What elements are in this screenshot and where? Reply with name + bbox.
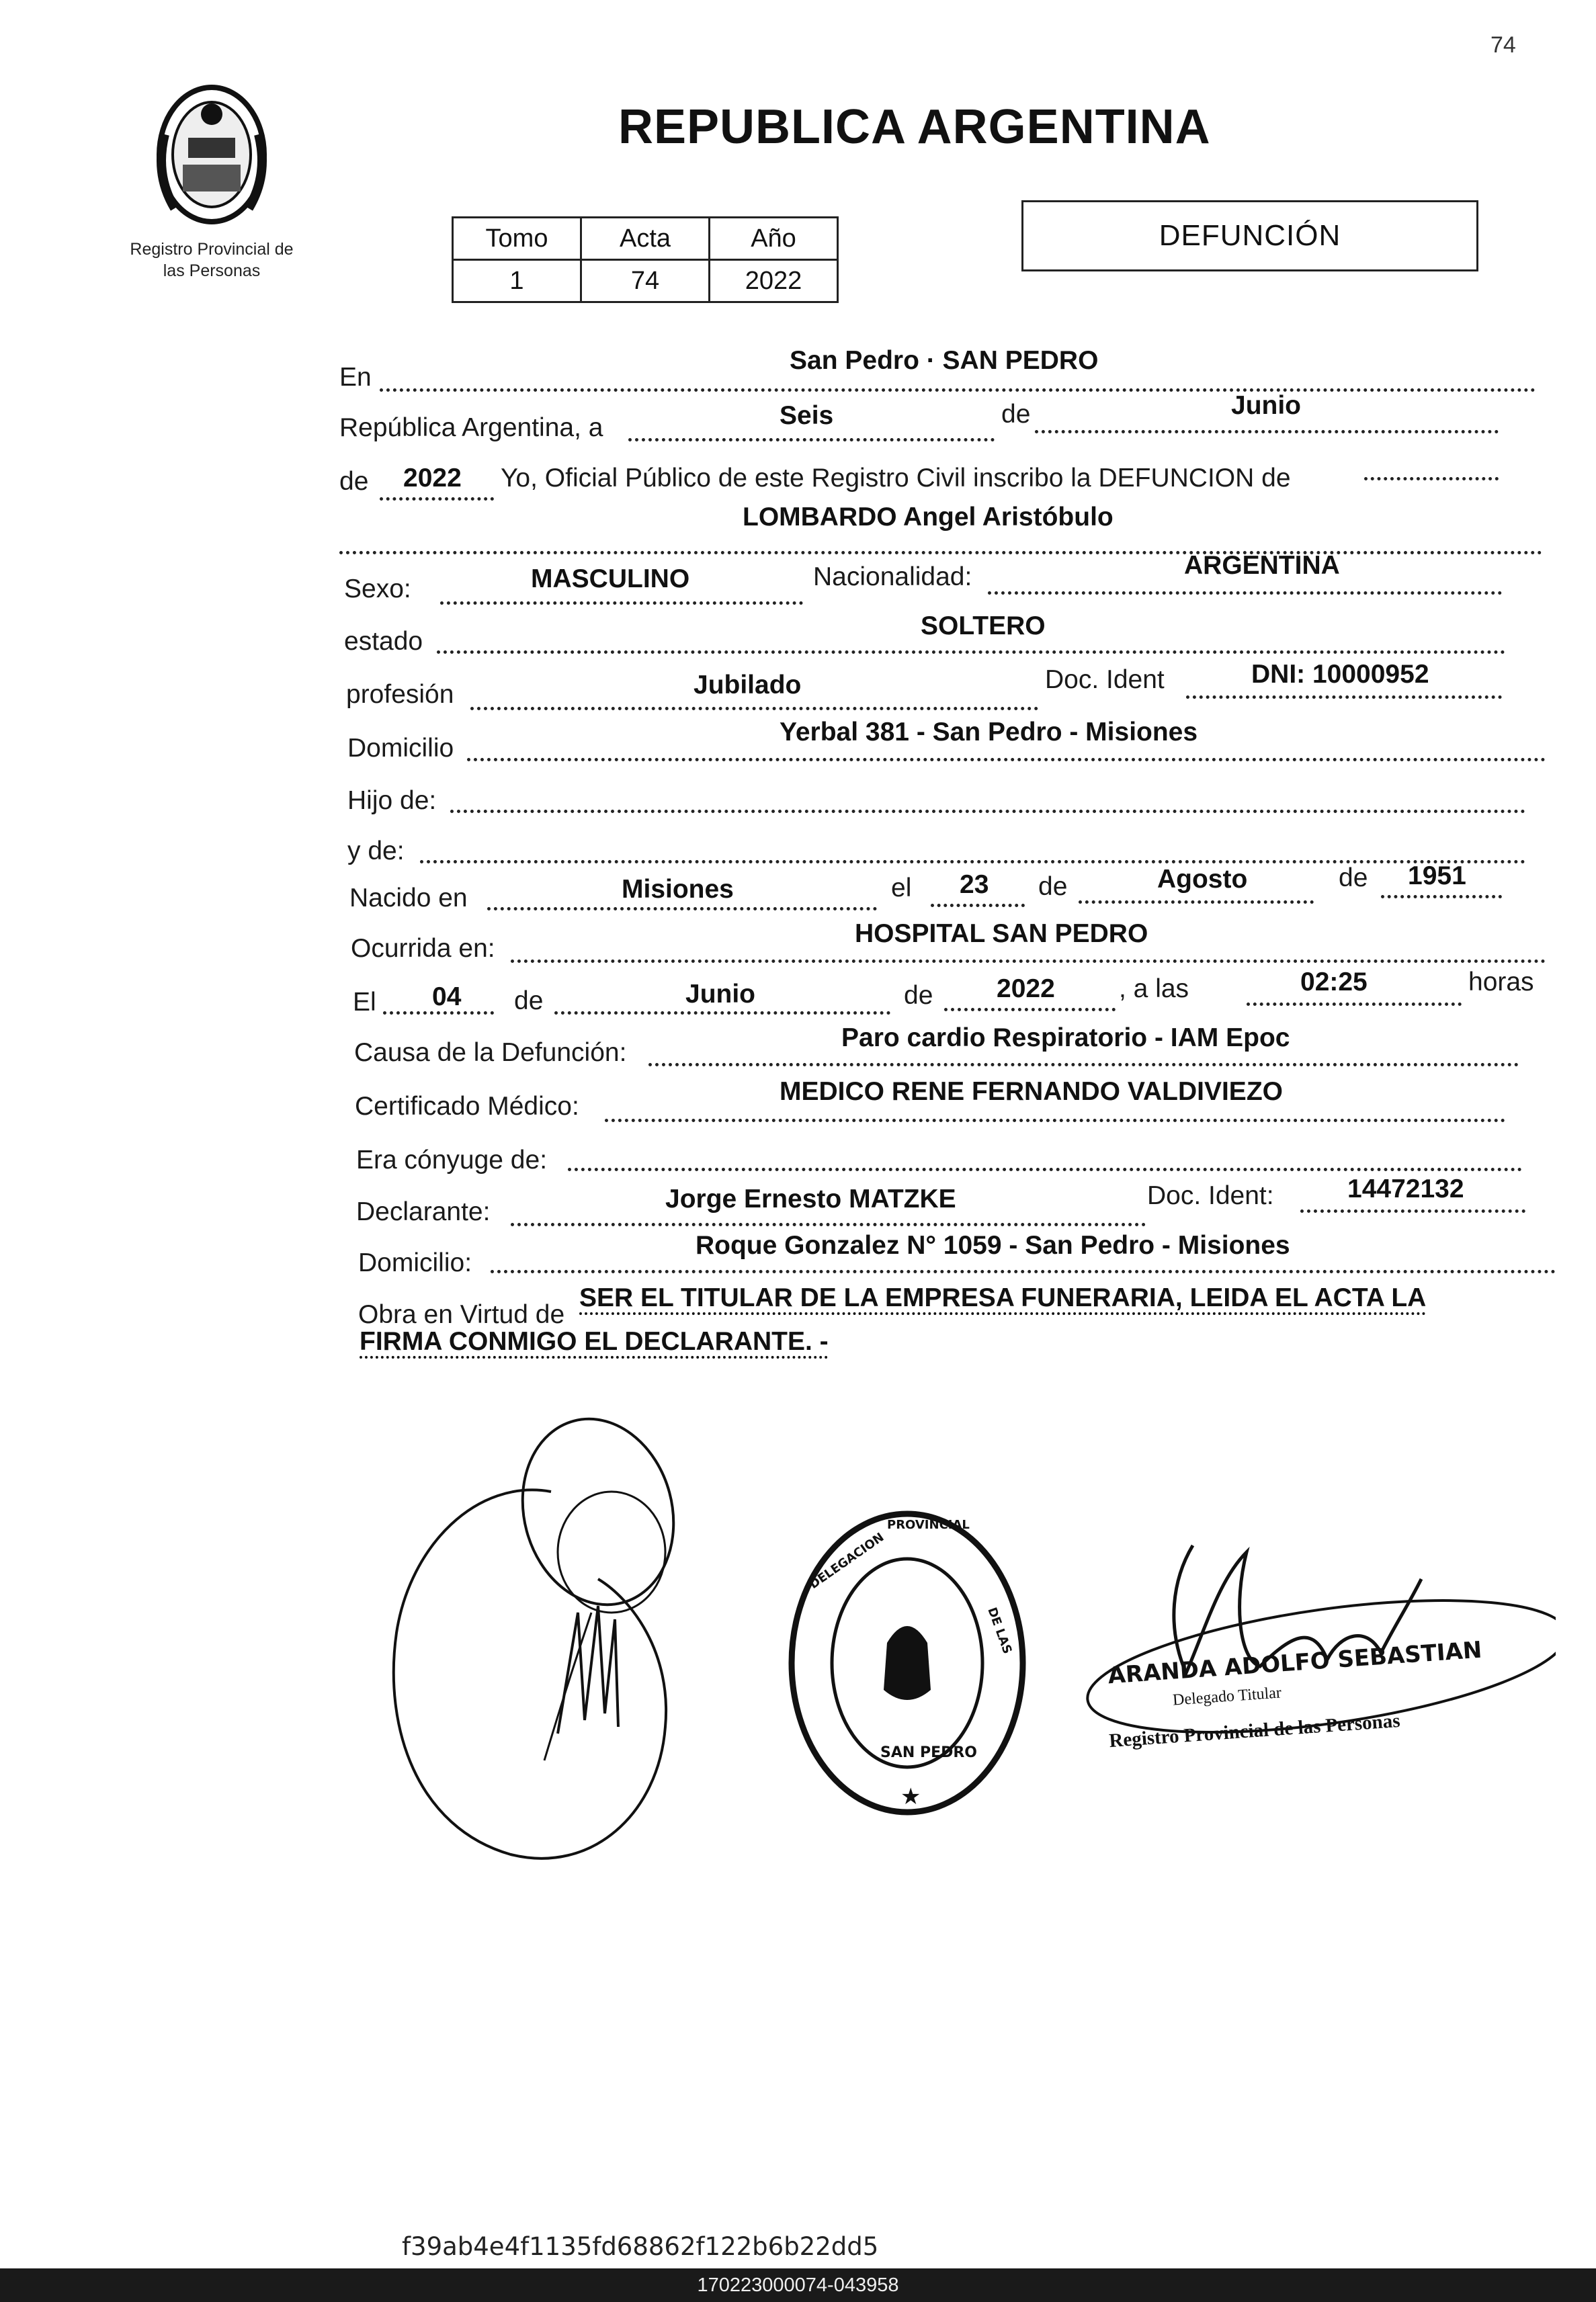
estado-value: SOLTERO (921, 611, 1046, 640)
sexo-value: MASCULINO (531, 564, 690, 593)
page-number: 74 (1490, 32, 1516, 58)
doc-ident-label: Doc. Ident (1045, 665, 1165, 694)
record-value-tomo: 1 (453, 260, 581, 302)
en-value: San Pedro · SAN PEDRO (790, 346, 1099, 375)
certificado-line (605, 1119, 1505, 1122)
death-year-value: 2022 (997, 974, 1055, 1003)
footer-code: 170223000074-043958 (0, 2268, 1596, 2302)
seal-caption-line2: las Personas (163, 261, 261, 280)
provincial-seal (101, 74, 323, 289)
declarante-value: Jorge Ernesto MATZKE (665, 1185, 956, 1213)
estado-label: estado (344, 627, 423, 656)
de-label-6: de (904, 981, 933, 1010)
record-value-ano: 2022 (710, 260, 838, 302)
record-header-ano: Año (710, 218, 838, 260)
death-year-line (944, 1008, 1116, 1011)
record-value-acta: 74 (581, 260, 710, 302)
declarante-doc-line (1300, 1209, 1525, 1213)
domicilio-label: Domicilio (347, 734, 454, 763)
declarante-doc-label: Doc. Ident: (1147, 1181, 1274, 1210)
oficial-line (1364, 477, 1499, 480)
obra-value-line2: FIRMA CONMIGO EL DECLARANTE. - (360, 1327, 829, 1356)
de-label-4: de (1339, 863, 1368, 892)
seal-caption-line1: Registro Provincial de (130, 240, 294, 259)
ocurrida-en-value: HOSPITAL SAN PEDRO (855, 919, 1148, 948)
official-role: Delegado Titular (1172, 1684, 1282, 1709)
profesion-line (470, 707, 1038, 710)
birth-year-value: 1951 (1408, 861, 1466, 890)
de-label-1: de (1001, 400, 1031, 429)
doc-ident-line (1186, 695, 1502, 699)
oficial-text: Yo, Oficial Público de este Registro Civil inscribo la DEFUNCION de (501, 464, 1291, 493)
nacionalidad-line (988, 591, 1502, 595)
record-table (452, 216, 839, 303)
month-value: Junio (1231, 391, 1301, 420)
declarante-domicilio-label: Domicilio: (358, 1248, 472, 1277)
record-type-box: DEFUNCIÓN (1021, 200, 1478, 271)
y-de-label: y de: (347, 837, 405, 865)
de-label-5: de (514, 986, 544, 1015)
death-day-value: 04 (432, 982, 462, 1011)
sexo-label: Sexo: (344, 574, 411, 603)
hijo-de-label: Hijo de: (347, 786, 437, 815)
en-line (380, 388, 1536, 392)
conyuge-label: Era cónyuge de: (356, 1146, 548, 1175)
El-label: El (353, 988, 376, 1017)
de-label-3: de (1038, 872, 1068, 901)
ocurrida-en-label: Ocurrida en: (351, 934, 495, 963)
domicilio-value: Yerbal 381 - San Pedro - Misiones (780, 718, 1198, 747)
causa-line (648, 1063, 1519, 1066)
svg-text:PROVINCIAL: PROVINCIAL (887, 1518, 970, 1532)
official-name: ARANDA ADOLFO SEBASTIAN (1107, 1636, 1483, 1690)
year-value: 2022 (403, 464, 462, 493)
profesion-value: Jubilado (694, 671, 802, 699)
birth-year-line (1381, 895, 1502, 898)
doc-ident-value: DNI: 10000952 (1251, 660, 1429, 689)
declarante-doc-value: 14472132 (1347, 1175, 1464, 1203)
horas-label: horas (1468, 968, 1534, 996)
estado-line (437, 650, 1505, 654)
deceased-name: LOMBARDO Angel Aristóbulo (743, 503, 1114, 531)
profesion-label: profesión (346, 680, 454, 709)
declarant-signature (376, 1411, 753, 1868)
domicilio-line (467, 758, 1546, 761)
hijo-de-line (450, 810, 1525, 813)
birth-month-value: Agosto (1157, 865, 1248, 894)
conyuge-line (568, 1168, 1522, 1171)
certificado-label: Certificado Médico: (355, 1092, 579, 1121)
el-label: el (891, 873, 912, 902)
official-office: Registro Provincial de las Personas (1108, 1709, 1401, 1752)
obra-value-line1: SER EL TITULAR DE LA EMPRESA FUNERARIA, LEIDA EL ACTA LA (579, 1283, 1427, 1312)
nacionalidad-value: ARGENTINA (1184, 551, 1340, 580)
svg-text:SAN PEDRO: SAN PEDRO (880, 1744, 977, 1761)
certificado-value: MEDICO RENE FERNANDO VALDIVIEZO (780, 1077, 1283, 1106)
birth-day-value: 23 (960, 870, 989, 899)
causa-label: Causa de la Defunción: (354, 1038, 627, 1067)
year-line (380, 497, 494, 501)
death-month-value: Junio (685, 980, 755, 1009)
obra-label: Obra en Virtud de (358, 1300, 565, 1329)
declarante-label: Declarante: (356, 1197, 491, 1226)
declarante-line (511, 1223, 1146, 1226)
record-header-acta: Acta (581, 218, 710, 260)
birth-day-line (931, 904, 1025, 907)
nacido-en-label: Nacido en (349, 884, 468, 912)
sexo-line (440, 601, 803, 605)
document-title: REPUBLICA ARGENTINA (618, 100, 1211, 154)
document-hash: f39ab4e4f1135fd68862f122b6b22dd5 (402, 2232, 879, 2261)
day-line (628, 438, 995, 441)
ocurrida-en-line (511, 960, 1546, 963)
month-line (1035, 430, 1499, 433)
declarante-domicilio-value: Roque Gonzalez N° 1059 - San Pedro - Misiones (696, 1231, 1290, 1260)
death-time-value: 02:25 (1300, 968, 1368, 996)
official-stamp-graphic (786, 1508, 1028, 1818)
nacido-en-value: Misiones (622, 875, 734, 904)
declarante-domicilio-line (491, 1270, 1556, 1273)
de-label-2: de (339, 467, 369, 496)
day-word-value: Seis (780, 401, 834, 430)
a-las-label: , a las (1119, 974, 1189, 1003)
svg-text:DE LAS: DE LAS (984, 1605, 1015, 1656)
official-signature (1072, 1525, 1556, 1747)
official-stamp (786, 1508, 1028, 1818)
record-header-tomo: Tomo (453, 218, 581, 260)
name-line (339, 551, 1542, 554)
en-label: En (339, 363, 372, 392)
svg-text:DELEGACION: DELEGACION (806, 1530, 887, 1592)
nacionalidad-label: Nacionalidad: (813, 562, 972, 591)
svg-text:★: ★ (900, 1783, 921, 1810)
death-month-line (554, 1011, 890, 1015)
birth-month-line (1079, 900, 1314, 904)
death-time-line (1247, 1003, 1462, 1006)
republica-label: República Argentina, a (339, 413, 603, 442)
nacido-en-line (487, 907, 877, 910)
causa-value: Paro cardio Respiratorio - IAM Epoc (841, 1023, 1290, 1052)
provincial-seal-emblem (101, 74, 323, 235)
